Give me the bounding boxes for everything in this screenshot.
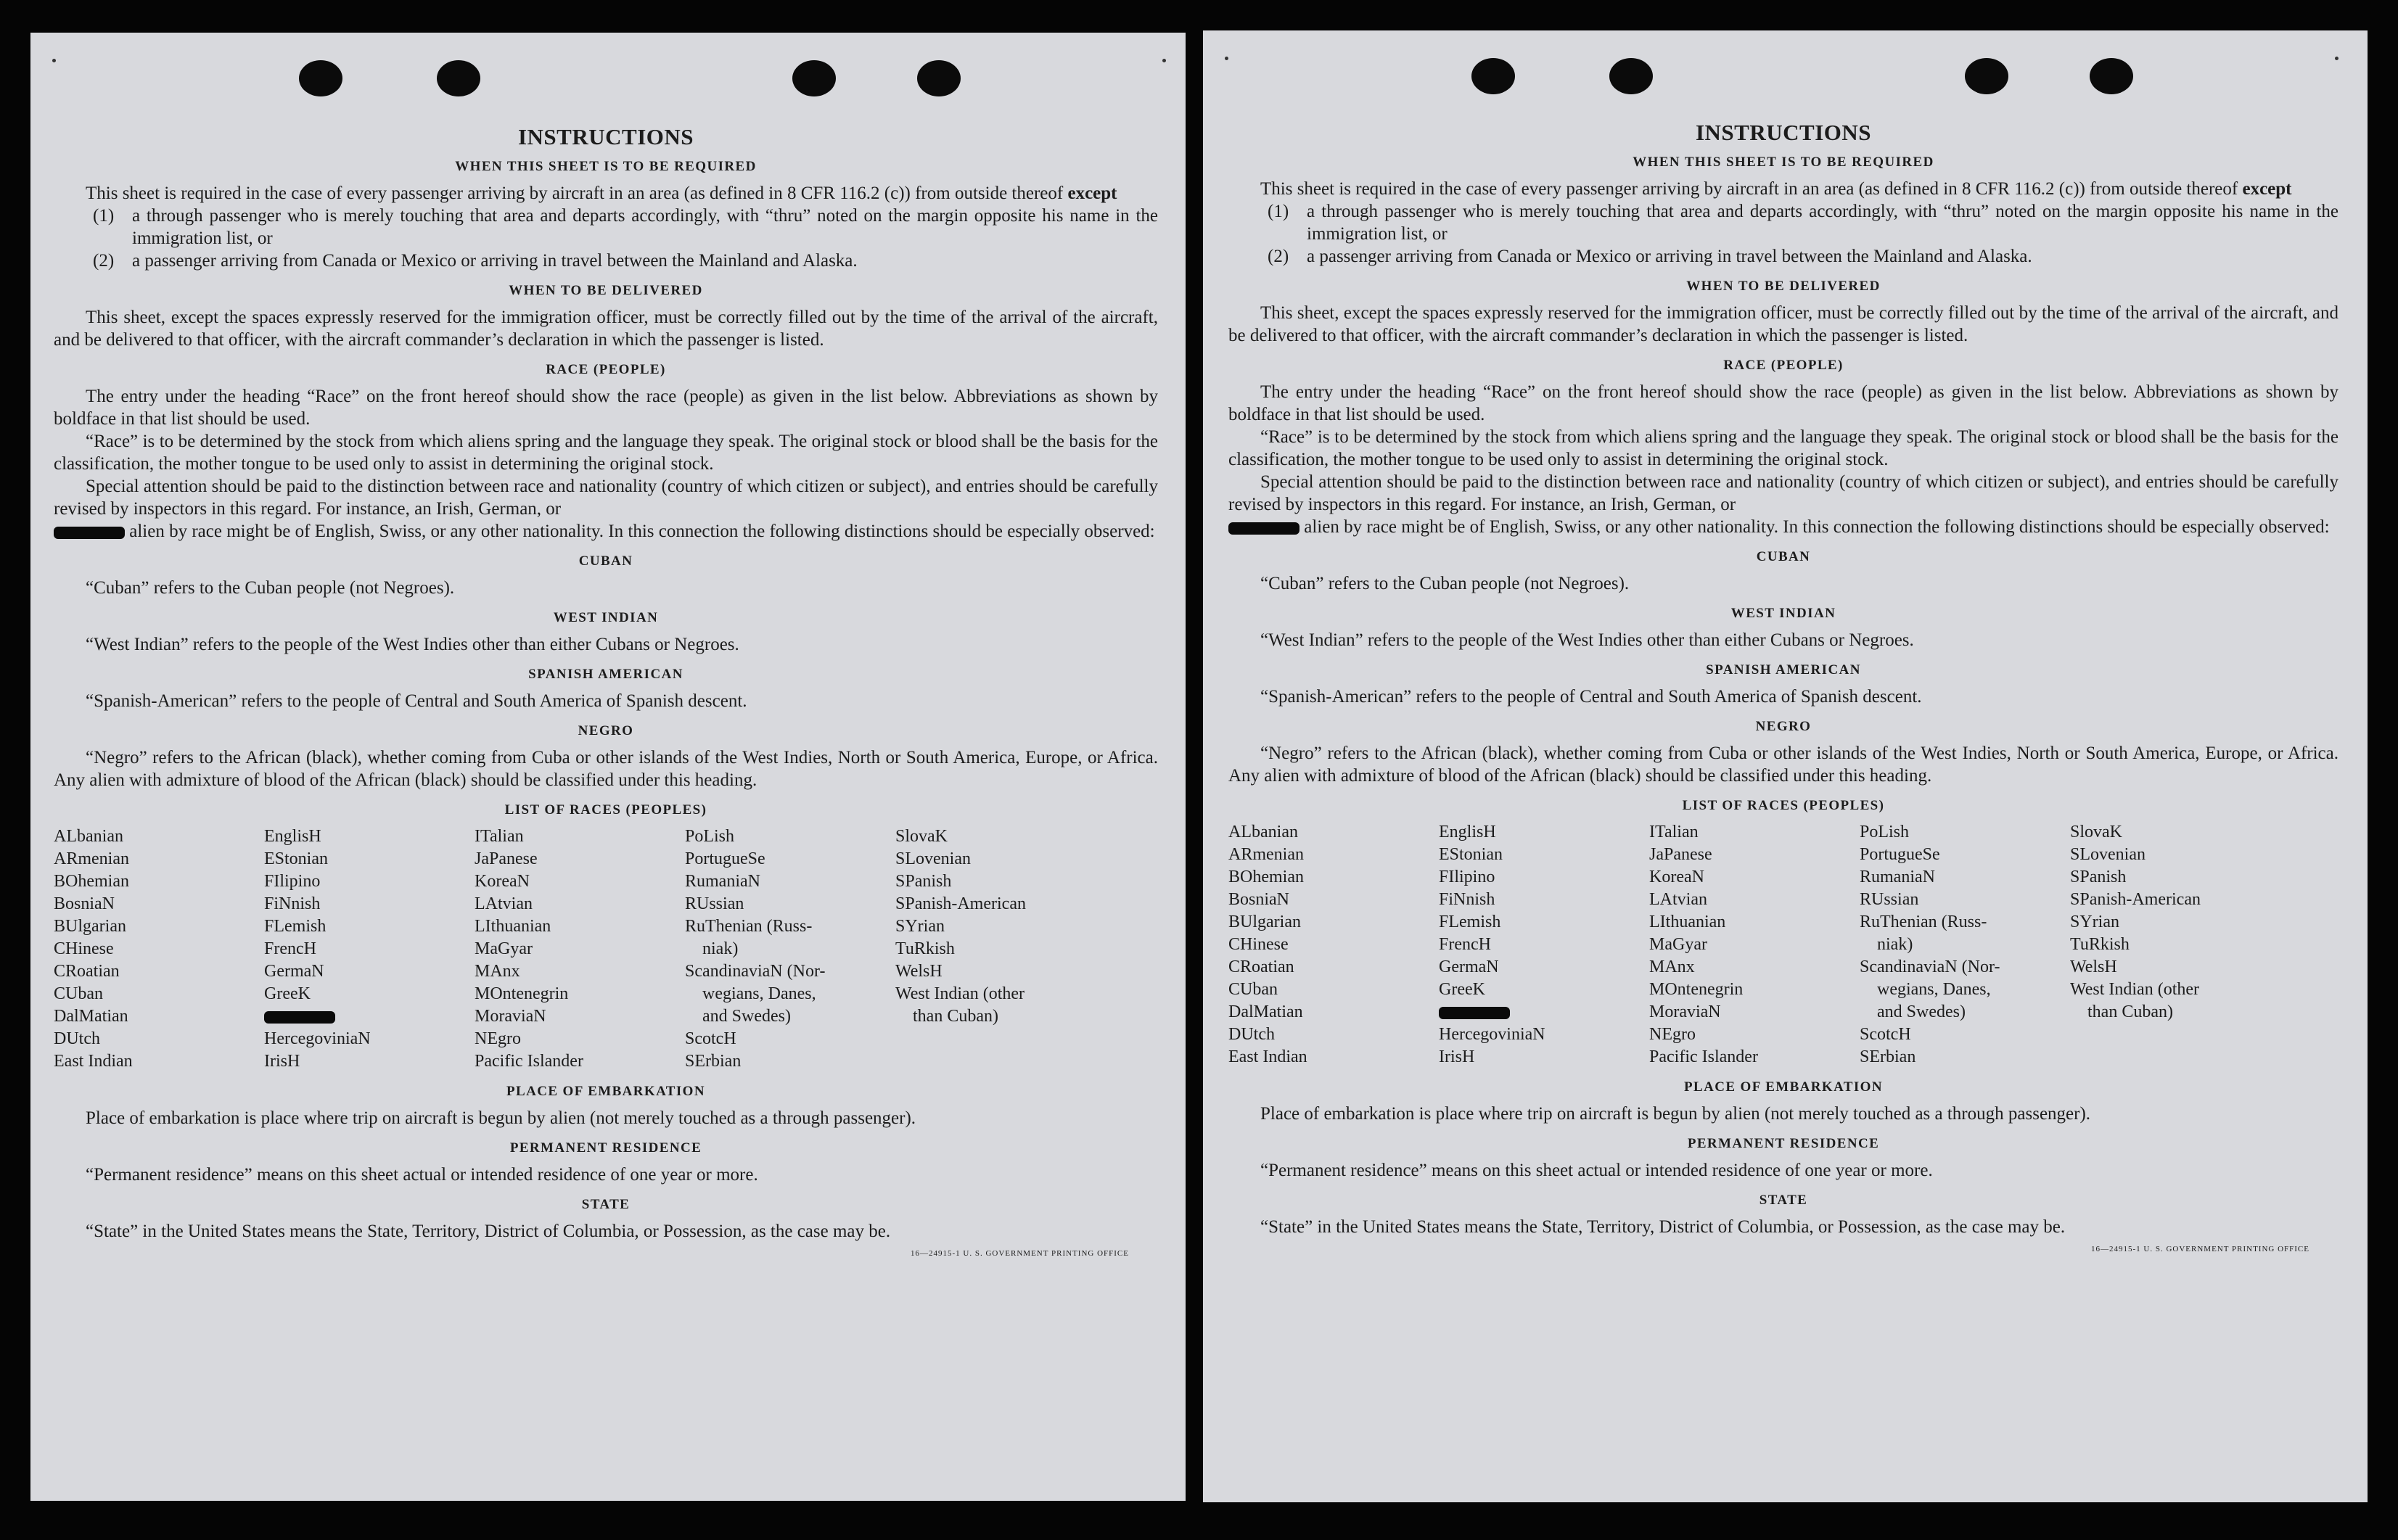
section-heading-required: WHEN THIS SHEET IS TO BE REQUIRED <box>1633 155 1934 170</box>
race-entry: FrencH <box>264 939 316 958</box>
race-entry: JaPanese <box>475 849 538 868</box>
race-entry: KoreaN <box>475 872 530 891</box>
punch-hole <box>437 60 480 96</box>
race-entry: FIlipino <box>1439 868 1495 886</box>
race-entry: EnglisH <box>1439 823 1496 841</box>
race-entry: SLovenian <box>895 849 971 868</box>
negro-text: “Negro” refers to the African (black), whether coming from Cuba or other islands of the West Indies, North or South America, Europe, or Africa. Any alien with admixture of blood of the African (black) should be classified under this heading. <box>1228 744 2339 786</box>
race-entry: and Swedes) <box>702 1007 791 1026</box>
race-column <box>264 825 475 1073</box>
race-entry: SErbian <box>685 1052 742 1071</box>
section-heading-spanish-american: SPANISH AMERICAN <box>528 667 683 682</box>
required-item: (1) a through passenger who is merely touching that area and departs accordingly, with “thru” noted on the margin opposite his name in the immigration list, or <box>93 206 1158 248</box>
race-entry: DalMatian <box>1228 1002 1303 1021</box>
section-heading-spanish-american: SPANISH AMERICAN <box>1706 662 1861 678</box>
race-entry: GermaN <box>264 962 324 981</box>
race-entry: ScotcH <box>1860 1025 1911 1044</box>
race-entry: SLovenian <box>2070 845 2146 864</box>
race-column <box>1439 821 1649 1068</box>
race-entry: GermaN <box>1439 958 1499 976</box>
print-code: 16—24915-1 U. S. GOVERNMENT PRINTING OFFICE <box>910 1249 1129 1258</box>
race-entry: West Indian (other <box>2070 980 2200 999</box>
race-entry: TuRkish <box>895 939 955 958</box>
section-heading-embarkation: PLACE OF EMBARKATION <box>506 1084 705 1099</box>
race-entry: EStonian <box>264 849 328 868</box>
race-entry: LAtvian <box>475 894 533 913</box>
race-entry: FrencH <box>1439 935 1491 954</box>
race-entry: FIlipino <box>264 872 321 891</box>
margin-speck <box>52 59 56 62</box>
margin-speck <box>1162 59 1166 62</box>
race-entry: PortugueSe <box>1860 845 1940 864</box>
race-entry: niak) <box>1877 935 1913 954</box>
race-entry: MaGyar <box>475 939 533 958</box>
redaction-mark <box>1228 522 1299 535</box>
race-entry: ScandinaviaN (Nor- <box>685 962 826 981</box>
required-item: (2) a passenger arriving from Canada or Mexico or arriving in travel between the Mainland and Alaska. <box>93 251 858 271</box>
race-entry: SlovaK <box>2070 823 2122 841</box>
race-entry: EnglisH <box>264 827 321 846</box>
race-paragraph-3: Special attention should be paid to the distinction between race and nationality (country of which citizen or subject), and entries should be carefully revised by inspectors in this regard. For instance, an Irish, German, or alien by race might be of English, Swiss, or any other nationality. In this connection the following distinctions should be especially observed: <box>54 477 1158 541</box>
race-entry: LIthuanian <box>1649 913 1726 931</box>
section-heading-residence: PERMANENT RESIDENCE <box>1687 1136 1880 1151</box>
race-entry: EStonian <box>1439 845 1503 864</box>
section-heading-west-indian: WEST INDIAN <box>553 610 659 625</box>
race-entry: GreeK <box>264 984 311 1003</box>
required-intro: This sheet is required in the case of every passenger arriving by aircraft in an area (as defined in 8 CFR 116.2 (c)) from outside thereof except <box>1260 179 2292 199</box>
document-title: INSTRUCTIONS <box>1695 120 1871 145</box>
punch-hole <box>2090 58 2133 94</box>
race-entry: SYrian <box>2070 913 2119 931</box>
race-column <box>1649 821 1860 1068</box>
document-title: INSTRUCTIONS <box>517 124 694 149</box>
race-entry: SYrian <box>895 917 945 936</box>
race-entry: FiNnish <box>264 894 321 913</box>
race-paragraph-1: The entry under the heading “Race” on the front hereof should show the race (people) as given in the list below. Abbreviations as shown by boldface in that list should be used. <box>1228 382 2339 424</box>
section-heading-delivered: WHEN TO BE DELIVERED <box>509 283 703 298</box>
document-page-right <box>1203 30 2368 1502</box>
page-footer <box>1228 1238 2339 1261</box>
race-entry: CHinese <box>54 939 114 958</box>
race-entry: MOntenegrin <box>1649 980 1744 999</box>
print-code: 16—24915-1 U. S. GOVERNMENT PRINTING OFFICE <box>2090 1245 2309 1253</box>
section-heading-state: STATE <box>1759 1193 1808 1208</box>
punch-hole <box>792 60 836 96</box>
punch-hole <box>1609 58 1653 94</box>
race-entry: JaPanese <box>1649 845 1712 864</box>
race-entry: wegians, Danes, <box>1877 980 1991 999</box>
race-entry: ITalian <box>1649 823 1699 841</box>
race-entry: GreeK <box>1439 980 1485 999</box>
race-entry: than Cuban) <box>913 1007 998 1026</box>
race-entry: RumaniaN <box>685 872 760 891</box>
race-entry: RuThenian (Russ- <box>685 917 813 936</box>
document-page-left <box>30 33 1186 1501</box>
race-entry: SPanish <box>895 872 952 891</box>
delivered-text: This sheet, except the spaces expressly reserved for the immigration officer, must be correctly filled out by the time of the arrival of the aircraft, and be delivered to that officer, with the aircraft commander’s declaration in which the passenger is listed. <box>54 308 1158 350</box>
race-entry: MaGyar <box>1649 935 1707 954</box>
section-heading-race: RACE (PEOPLE) <box>1723 358 1844 373</box>
race-entry: CRoatian <box>54 962 120 981</box>
race-entry: BOhemian <box>1228 868 1304 886</box>
west-indian-text: “West Indian” refers to the people of the West Indies other than either Cubans or Negroes. <box>1260 630 1914 650</box>
race-paragraph-3: Special attention should be paid to the distinction between race and nationality (country of which citizen or subject), and entries should be carefully revised by inspectors in this regard. For instance, an Irish, German, or alien by race might be of English, Swiss, or any other nationality. In this connection the following distinctions should be especially observed: <box>1228 472 2339 537</box>
section-heading-negro: NEGRO <box>578 723 634 738</box>
race-entry: FLemish <box>264 917 327 936</box>
section-heading-races-list: LIST OF RACES (PEOPLES) <box>1682 798 1885 813</box>
section-heading-races-list: LIST OF RACES (PEOPLES) <box>504 802 707 818</box>
race-entry: SPanish-American <box>895 894 1026 913</box>
section-heading-negro: NEGRO <box>1755 719 1812 734</box>
embarkation-text: Place of embarkation is place where trip on aircraft is begun by alien (not merely touched as a through passenger). <box>1260 1104 2091 1124</box>
cuban-text: “Cuban” refers to the Cuban people (not Negroes). <box>86 578 455 598</box>
section-heading-cuban: CUBAN <box>578 553 633 569</box>
race-entry: ARmenian <box>1228 845 1304 864</box>
race-entry: LIthuanian <box>475 917 551 936</box>
race-entry: DUtch <box>1228 1025 1275 1044</box>
state-text: “State” in the United States means the State, Territory, District of Columbia, or Possession, as the case may be. <box>86 1222 891 1241</box>
west-indian-text: “West Indian” refers to the people of the West Indies other than either Cubans or Negroes. <box>86 635 739 654</box>
race-entry: DUtch <box>54 1029 100 1048</box>
race-paragraph-1: The entry under the heading “Race” on the front hereof should show the race (people) as given in the list below. Abbreviations as shown by boldface in that list should be used. <box>54 387 1158 429</box>
margin-speck <box>2335 57 2339 60</box>
residence-text: “Permanent residence” means on this sheet actual or intended residence of one year or more. <box>86 1165 758 1185</box>
races-list <box>1228 821 2339 1068</box>
section-heading-residence: PERMANENT RESIDENCE <box>509 1140 702 1156</box>
race-entry: DalMatian <box>54 1007 128 1026</box>
race-entry: PortugueSe <box>685 849 765 868</box>
race-column <box>54 825 264 1073</box>
race-entry: IrisH <box>1439 1047 1475 1066</box>
race-entry: FLemish <box>1439 913 1501 931</box>
race-entry: West Indian (other <box>895 984 1025 1003</box>
race-entry: CRoatian <box>1228 958 1294 976</box>
race-entry: MoraviaN <box>475 1007 546 1026</box>
cuban-text: “Cuban” refers to the Cuban people (not Negroes). <box>1260 574 1630 593</box>
race-column <box>2070 821 2339 1068</box>
race-entry: BUlgarian <box>54 917 126 936</box>
section-heading-embarkation: PLACE OF EMBARKATION <box>1684 1079 1883 1095</box>
embarkation-text: Place of embarkation is place where trip on aircraft is begun by alien (not merely touched as a through passenger). <box>86 1108 916 1128</box>
race-entry: WelsH <box>2070 958 2117 976</box>
race-entry: East Indian <box>54 1052 133 1071</box>
race-entry: IrisH <box>264 1052 300 1071</box>
punch-hole <box>917 60 961 96</box>
page-footer <box>54 1243 1158 1265</box>
race-entry: ITalian <box>475 827 524 846</box>
required-item: (1) a through passenger who is merely touching that area and departs accordingly, with “thru” noted on the margin opposite his name in the immigration list, or <box>1268 202 2339 244</box>
section-heading-west-indian: WEST INDIAN <box>1730 606 1836 621</box>
spanish-american-text: “Spanish-American” refers to the people of Central and South America of Spanish descent. <box>1260 687 1922 707</box>
required-item: (2) a passenger arriving from Canada or Mexico or arriving in travel between the Mainland and Alaska. <box>1268 247 2032 266</box>
races-list <box>54 825 1158 1073</box>
race-entry: ScotcH <box>685 1029 736 1048</box>
race-entry: PoLish <box>1860 823 1910 841</box>
state-text: “State” in the United States means the State, Territory, District of Columbia, or Possession, as the case may be. <box>1260 1217 2066 1237</box>
section-heading-required: WHEN THIS SHEET IS TO BE REQUIRED <box>455 159 757 174</box>
race-entry: BUlgarian <box>1228 913 1301 931</box>
margin-speck <box>1225 57 1228 60</box>
race-entry: HercegoviniaN <box>264 1029 371 1048</box>
race-entry: niak) <box>702 939 739 958</box>
race-entry: NEgro <box>475 1029 521 1048</box>
race-entry: Pacific Islander <box>475 1052 583 1071</box>
race-entry: SlovaK <box>895 827 948 846</box>
redaction-mark <box>264 1011 335 1024</box>
race-entry: RUssian <box>1860 890 1919 909</box>
race-column <box>895 825 1158 1073</box>
section-heading-cuban: CUBAN <box>1756 549 1811 564</box>
race-entry: MAnx <box>1649 958 1695 976</box>
race-entry: PoLish <box>685 827 735 846</box>
redaction-mark <box>1439 1007 1510 1019</box>
section-heading-race: RACE (PEOPLE) <box>546 362 666 377</box>
race-entry: CUban <box>1228 980 1278 999</box>
race-entry: FiNnish <box>1439 890 1495 909</box>
race-entry: RUssian <box>685 894 744 913</box>
race-entry: RuThenian (Russ- <box>1860 913 1987 931</box>
race-entry: BOhemian <box>54 872 129 891</box>
race-paragraph-2: “Race” is to be determined by the stock from which aliens spring and the language they speak. The original stock or blood shall be the basis for the classification, the mother tongue to be used only to assist in determining the original stock. <box>1228 427 2339 469</box>
race-entry: ALbanian <box>1228 823 1298 841</box>
race-column <box>685 825 895 1073</box>
race-entry: ScandinaviaN (Nor- <box>1860 958 2000 976</box>
race-entry: SErbian <box>1860 1047 1916 1066</box>
race-column <box>475 825 685 1073</box>
race-entry: and Swedes) <box>1877 1002 1966 1021</box>
race-column <box>1228 821 1439 1068</box>
section-heading-delivered: WHEN TO BE DELIVERED <box>1686 279 1881 294</box>
redacted-race-entry <box>264 1005 475 1028</box>
section-heading-state: STATE <box>581 1197 631 1212</box>
race-entry: MOntenegrin <box>475 984 569 1003</box>
punch-hole <box>1965 58 2008 94</box>
negro-text: “Negro” refers to the African (black), whether coming from Cuba or other islands of the West Indies, North or South America, Europe, or Africa. Any alien with admixture of blood of the African (black) should be classified under this heading. <box>54 748 1158 790</box>
race-entry: Pacific Islander <box>1649 1047 1758 1066</box>
race-entry: RumaniaN <box>1860 868 1935 886</box>
race-paragraph-2: “Race” is to be determined by the stock from which aliens spring and the language they speak. The original stock or blood shall be the basis for the classification, the mother tongue to be used only to assist in determining the original stock. <box>54 432 1158 474</box>
race-entry: TuRkish <box>2070 935 2130 954</box>
race-entry: SPanish <box>2070 868 2127 886</box>
race-entry: BosniaN <box>54 894 115 913</box>
race-entry: SPanish-American <box>2070 890 2201 909</box>
race-entry: ALbanian <box>54 827 123 846</box>
punch-hole <box>1471 58 1515 94</box>
race-entry: LAtvian <box>1649 890 1707 909</box>
race-entry: CUban <box>54 984 103 1003</box>
race-entry: BosniaN <box>1228 890 1289 909</box>
race-entry: HercegoviniaN <box>1439 1025 1545 1044</box>
spanish-american-text: “Spanish-American” refers to the people of Central and South America of Spanish descent. <box>86 691 747 711</box>
race-entry: ARmenian <box>54 849 129 868</box>
race-entry: CHinese <box>1228 935 1289 954</box>
residence-text: “Permanent residence” means on this sheet actual or intended residence of one year or more. <box>1260 1161 1933 1180</box>
instructions-content <box>1228 121 2339 1261</box>
race-column <box>1860 821 2070 1068</box>
redacted-race-entry <box>1439 1001 1649 1024</box>
race-entry: NEgro <box>1649 1025 1696 1044</box>
redaction-mark <box>54 527 125 539</box>
race-entry: MoraviaN <box>1649 1002 1721 1021</box>
race-entry: than Cuban) <box>2087 1002 2173 1021</box>
delivered-text: This sheet, except the spaces expressly reserved for the immigration officer, must be correctly filled out by the time of the arrival of the aircraft, and be delivered to that officer, with the aircraft commander’s declaration in which the passenger is listed. <box>1228 303 2339 345</box>
race-entry: MAnx <box>475 962 520 981</box>
punch-hole <box>299 60 342 96</box>
race-entry: wegians, Danes, <box>702 984 816 1003</box>
required-intro: This sheet is required in the case of every passenger arriving by aircraft in an area (as defined in 8 CFR 116.2 (c)) from outside thereof except <box>86 184 1117 203</box>
race-entry: East Indian <box>1228 1047 1307 1066</box>
instructions-content <box>54 125 1158 1265</box>
race-entry: WelsH <box>895 962 943 981</box>
race-entry: KoreaN <box>1649 868 1704 886</box>
